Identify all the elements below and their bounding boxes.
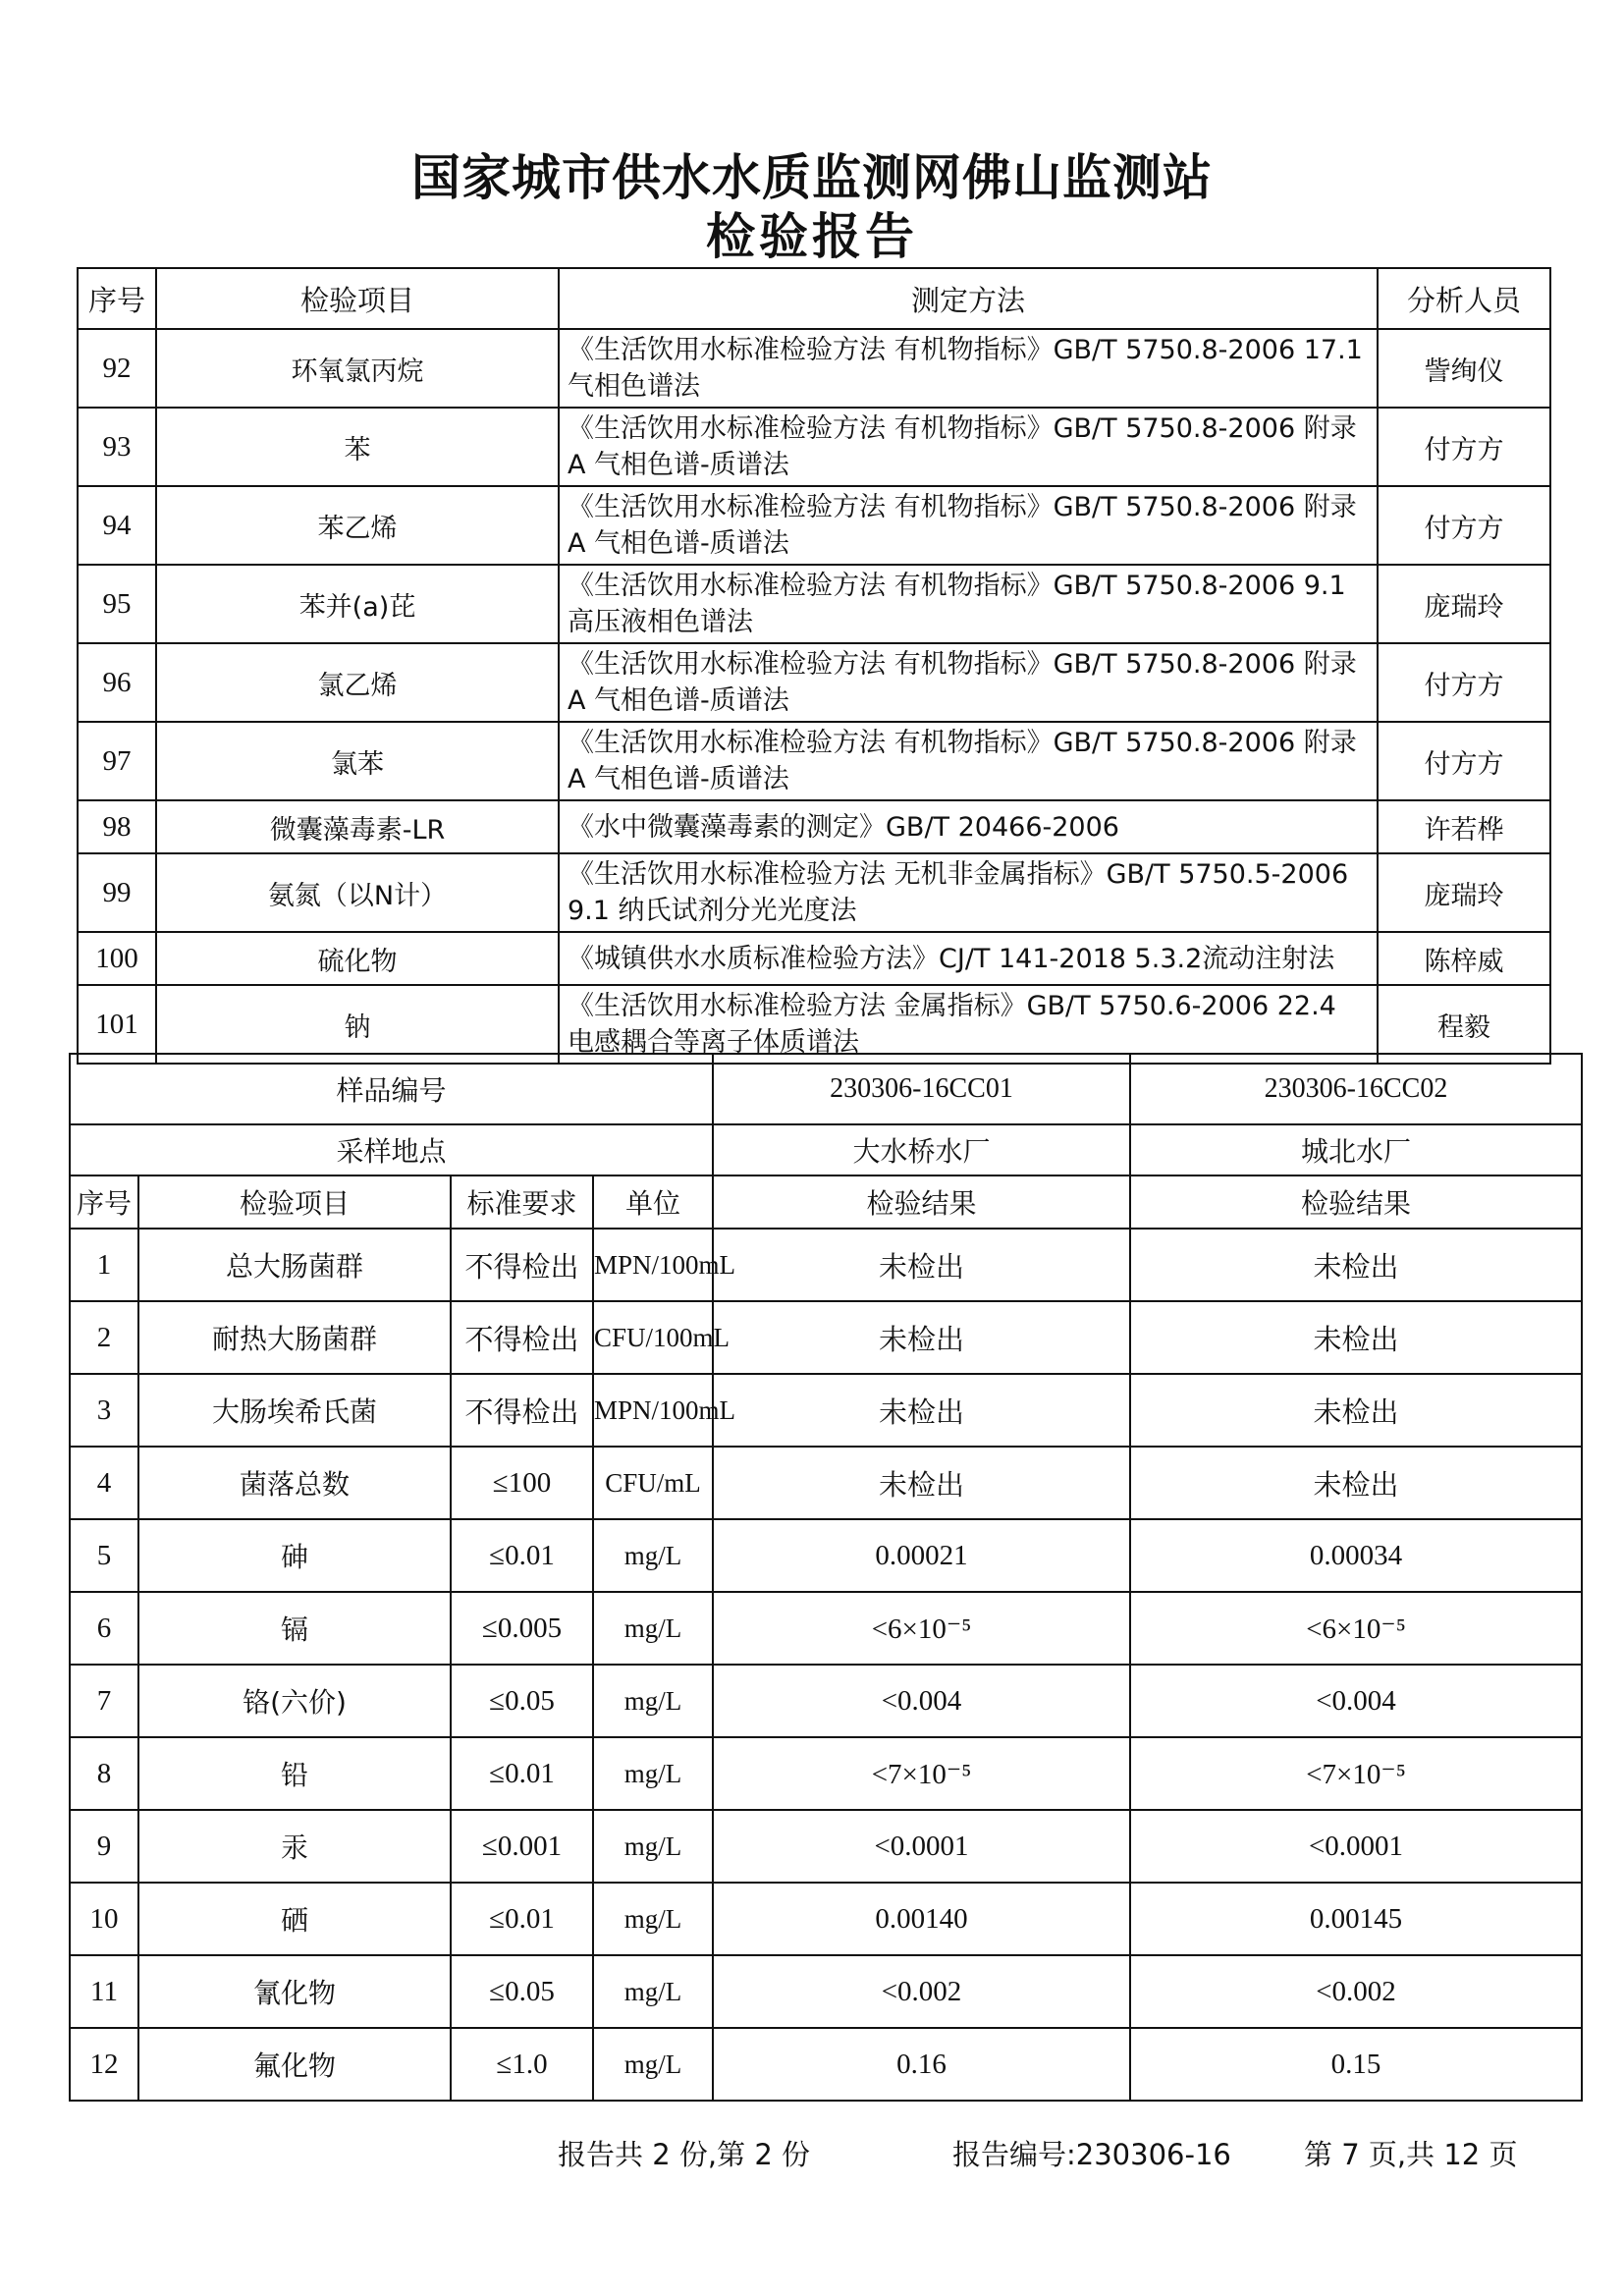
result-sample-1: 0.00021 bbox=[713, 1519, 1130, 1592]
unit: CFU/100mL bbox=[593, 1301, 713, 1374]
methods-table bbox=[77, 267, 1551, 1065]
methods-header-row bbox=[78, 268, 1550, 329]
result-sample-1: 0.00140 bbox=[713, 1883, 1130, 1955]
result-sample-2: <0.004 bbox=[1130, 1665, 1582, 1737]
row-number: 1 bbox=[70, 1229, 138, 1301]
table-row bbox=[70, 1737, 1582, 1810]
analyst: 付方方 bbox=[1378, 643, 1550, 722]
test-item: 氰化物 bbox=[138, 1955, 451, 2028]
row-number: 7 bbox=[70, 1665, 138, 1737]
table-row bbox=[70, 1955, 1582, 2028]
analyst: 许若桦 bbox=[1378, 800, 1550, 853]
test-method: 《生活饮用水标准检验方法 有机物指标》GB/T 5750.8-2006 附录A 气相色谱-质谱法 bbox=[559, 408, 1378, 486]
row-number: 9 bbox=[70, 1810, 138, 1883]
analyst: 陈梓威 bbox=[1378, 932, 1550, 985]
result-sample-2: <6×10⁻⁵ bbox=[1130, 1592, 1582, 1665]
test-item: 耐热大肠菌群 bbox=[138, 1301, 451, 1374]
header-no: 序号 bbox=[70, 1175, 138, 1229]
test-method: 《生活饮用水标准检验方法 有机物指标》GB/T 5750.8-2006 17.1 气相色谱法 bbox=[559, 329, 1378, 408]
standard-requirement: ≤0.05 bbox=[451, 1955, 593, 2028]
result-sample-2: <0.002 bbox=[1130, 1955, 1582, 2028]
standard-requirement: 不得检出 bbox=[451, 1374, 593, 1447]
row-number: 94 bbox=[78, 486, 156, 565]
test-item: 硫化物 bbox=[156, 932, 559, 985]
standard-requirement: ≤0.001 bbox=[451, 1810, 593, 1883]
report-title: 国家城市供水水质监测网佛山监测站 bbox=[411, 149, 1213, 206]
test-item: 苯乙烯 bbox=[156, 486, 559, 565]
table-row bbox=[70, 1229, 1582, 1301]
row-number: 99 bbox=[78, 853, 156, 932]
analyst: 付方方 bbox=[1378, 722, 1550, 800]
row-number: 6 bbox=[70, 1592, 138, 1665]
result-sample-1: <0.002 bbox=[713, 1955, 1130, 2028]
sample-id-row bbox=[70, 1054, 1582, 1124]
results-table bbox=[69, 1053, 1583, 2102]
result-sample-1: 0.16 bbox=[713, 2028, 1130, 2101]
result-sample-2: 0.15 bbox=[1130, 2028, 1582, 2101]
result-sample-1: <7×10⁻⁵ bbox=[713, 1737, 1130, 1810]
test-method: 《城镇供水水质标准检验方法》CJ/T 141-2018 5.3.2流动注射法 bbox=[559, 932, 1378, 985]
sample-id-2: 230306-16CC02 bbox=[1130, 1054, 1582, 1124]
result-sample-2: 未检出 bbox=[1130, 1374, 1582, 1447]
unit: mg/L bbox=[593, 1519, 713, 1592]
report-subtitle: 检验报告 bbox=[706, 208, 918, 265]
row-number: 12 bbox=[70, 2028, 138, 2101]
table-row bbox=[78, 408, 1550, 486]
test-item: 大肠埃希氏菌 bbox=[138, 1374, 451, 1447]
result-sample-2: 未检出 bbox=[1130, 1229, 1582, 1301]
test-method: 《生活饮用水标准检验方法 有机物指标》GB/T 5750.8-2006 9.1 高压液相色谱法 bbox=[559, 565, 1378, 643]
result-sample-1: <0.0001 bbox=[713, 1810, 1130, 1883]
sample-location-row bbox=[70, 1124, 1582, 1175]
sample-location-1: 大水桥水厂 bbox=[713, 1124, 1130, 1175]
test-method: 《生活饮用水标准检验方法 有机物指标》GB/T 5750.8-2006 附录A 气相色谱-质谱法 bbox=[559, 643, 1378, 722]
row-number: 5 bbox=[70, 1519, 138, 1592]
test-item: 总大肠菌群 bbox=[138, 1229, 451, 1301]
table-row bbox=[78, 722, 1550, 800]
sample-id-label: 样品编号 bbox=[70, 1054, 713, 1124]
standard-requirement: ≤0.01 bbox=[451, 1737, 593, 1810]
row-number: 93 bbox=[78, 408, 156, 486]
row-number: 10 bbox=[70, 1883, 138, 1955]
result-sample-2: 未检出 bbox=[1130, 1301, 1582, 1374]
standard-requirement: ≤100 bbox=[451, 1447, 593, 1519]
table-row bbox=[78, 643, 1550, 722]
sample-location-2: 城北水厂 bbox=[1130, 1124, 1582, 1175]
footer-page-number: 第 7 页,共 12 页 bbox=[1304, 2138, 1518, 2171]
result-sample-2: <0.0001 bbox=[1130, 1810, 1582, 1883]
analyst: 庞瑞玲 bbox=[1378, 853, 1550, 932]
test-item: 菌落总数 bbox=[138, 1447, 451, 1519]
row-number: 8 bbox=[70, 1737, 138, 1810]
unit: mg/L bbox=[593, 2028, 713, 2101]
test-method: 《水中微囊藻毒素的测定》GB/T 20466-2006 bbox=[559, 800, 1378, 853]
row-number: 11 bbox=[70, 1955, 138, 2028]
test-item: 镉 bbox=[138, 1592, 451, 1665]
result-sample-1: <0.004 bbox=[713, 1665, 1130, 1737]
table-row bbox=[70, 1665, 1582, 1737]
test-item: 硒 bbox=[138, 1883, 451, 1955]
unit: mg/L bbox=[593, 1665, 713, 1737]
result-sample-2: 0.00034 bbox=[1130, 1519, 1582, 1592]
test-item: 苯并(a)芘 bbox=[156, 565, 559, 643]
row-number: 96 bbox=[78, 643, 156, 722]
test-item: 钠 bbox=[156, 985, 559, 1064]
result-sample-1: <6×10⁻⁵ bbox=[713, 1592, 1130, 1665]
result-sample-1: 未检出 bbox=[713, 1374, 1130, 1447]
test-method: 《生活饮用水标准检验方法 无机非金属指标》GB/T 5750.5-2006 9.1 纳氏试剂分光光度法 bbox=[559, 853, 1378, 932]
test-item: 氟化物 bbox=[138, 2028, 451, 2101]
standard-requirement: 不得检出 bbox=[451, 1301, 593, 1374]
header-result-1: 检验结果 bbox=[713, 1175, 1130, 1229]
analyst: 程毅 bbox=[1378, 985, 1550, 1064]
test-item: 氯苯 bbox=[156, 722, 559, 800]
header-method: 测定方法 bbox=[559, 268, 1378, 329]
row-number: 3 bbox=[70, 1374, 138, 1447]
test-method: 《生活饮用水标准检验方法 金属指标》GB/T 5750.6-2006 22.4 电感耦合等离子体质谱法 bbox=[559, 985, 1378, 1064]
standard-requirement: ≤0.01 bbox=[451, 1883, 593, 1955]
row-number: 97 bbox=[78, 722, 156, 800]
row-number: 100 bbox=[78, 932, 156, 985]
table-row bbox=[78, 985, 1550, 1064]
table-row bbox=[78, 853, 1550, 932]
analyst: 訾绚仪 bbox=[1378, 329, 1550, 408]
table-row bbox=[70, 1374, 1582, 1447]
standard-requirement: ≤0.05 bbox=[451, 1665, 593, 1737]
table-row bbox=[70, 1592, 1582, 1665]
unit: CFU/mL bbox=[593, 1447, 713, 1519]
unit: MPN/100mL bbox=[593, 1229, 713, 1301]
header-no: 序号 bbox=[78, 268, 156, 329]
result-sample-1: 未检出 bbox=[713, 1301, 1130, 1374]
unit: MPN/100mL bbox=[593, 1374, 713, 1447]
table-row bbox=[70, 1301, 1582, 1374]
header-standard: 标准要求 bbox=[451, 1175, 593, 1229]
test-item: 氯乙烯 bbox=[156, 643, 559, 722]
table-row bbox=[70, 1519, 1582, 1592]
unit: mg/L bbox=[593, 1737, 713, 1810]
test-item: 环氧氯丙烷 bbox=[156, 329, 559, 408]
analyst: 付方方 bbox=[1378, 408, 1550, 486]
analyst: 庞瑞玲 bbox=[1378, 565, 1550, 643]
unit: mg/L bbox=[593, 1883, 713, 1955]
header-item: 检验项目 bbox=[156, 268, 559, 329]
header-item: 检验项目 bbox=[138, 1175, 451, 1229]
standard-requirement: ≤0.01 bbox=[451, 1519, 593, 1592]
location-label: 采样地点 bbox=[70, 1124, 713, 1175]
footer-report-number: 报告编号:230306-16 bbox=[952, 2138, 1231, 2171]
result-sample-2: <7×10⁻⁵ bbox=[1130, 1737, 1582, 1810]
result-sample-1: 未检出 bbox=[713, 1229, 1130, 1301]
test-item: 铬(六价) bbox=[138, 1665, 451, 1737]
table-row bbox=[78, 932, 1550, 985]
result-sample-2: 未检出 bbox=[1130, 1447, 1582, 1519]
table-row bbox=[70, 2028, 1582, 2101]
standard-requirement: ≤0.005 bbox=[451, 1592, 593, 1665]
test-item: 苯 bbox=[156, 408, 559, 486]
header-analyst: 分析人员 bbox=[1378, 268, 1550, 329]
unit: mg/L bbox=[593, 1955, 713, 2028]
table-row bbox=[70, 1447, 1582, 1519]
sample-id-1: 230306-16CC01 bbox=[713, 1054, 1130, 1124]
table-row bbox=[78, 800, 1550, 853]
standard-requirement: ≤1.0 bbox=[451, 2028, 593, 2101]
row-number: 4 bbox=[70, 1447, 138, 1519]
row-number: 98 bbox=[78, 800, 156, 853]
test-item: 微囊藻毒素-LR bbox=[156, 800, 559, 853]
unit: mg/L bbox=[593, 1810, 713, 1883]
table-row bbox=[78, 565, 1550, 643]
table-row bbox=[78, 329, 1550, 408]
test-item: 氨氮（以N计） bbox=[156, 853, 559, 932]
test-item: 汞 bbox=[138, 1810, 451, 1883]
report-header bbox=[0, 147, 1624, 265]
table-row bbox=[78, 486, 1550, 565]
test-method: 《生活饮用水标准检验方法 有机物指标》GB/T 5750.8-2006 附录A 气相色谱-质谱法 bbox=[559, 486, 1378, 565]
row-number: 101 bbox=[78, 985, 156, 1064]
header-result-2: 检验结果 bbox=[1130, 1175, 1582, 1229]
test-item: 砷 bbox=[138, 1519, 451, 1592]
footer-copies: 报告共 2 份,第 2 份 bbox=[558, 2138, 810, 2171]
unit: mg/L bbox=[593, 1592, 713, 1665]
results-header-row bbox=[70, 1175, 1582, 1229]
table-row bbox=[70, 1810, 1582, 1883]
test-method: 《生活饮用水标准检验方法 有机物指标》GB/T 5750.8-2006 附录A 气相色谱-质谱法 bbox=[559, 722, 1378, 800]
result-sample-1: 未检出 bbox=[713, 1447, 1130, 1519]
analyst: 付方方 bbox=[1378, 486, 1550, 565]
standard-requirement: 不得检出 bbox=[451, 1229, 593, 1301]
row-number: 2 bbox=[70, 1301, 138, 1374]
test-item: 铅 bbox=[138, 1737, 451, 1810]
header-unit: 单位 bbox=[593, 1175, 713, 1229]
row-number: 95 bbox=[78, 565, 156, 643]
row-number: 92 bbox=[78, 329, 156, 408]
result-sample-2: 0.00145 bbox=[1130, 1883, 1582, 1955]
table-row bbox=[70, 1883, 1582, 1955]
